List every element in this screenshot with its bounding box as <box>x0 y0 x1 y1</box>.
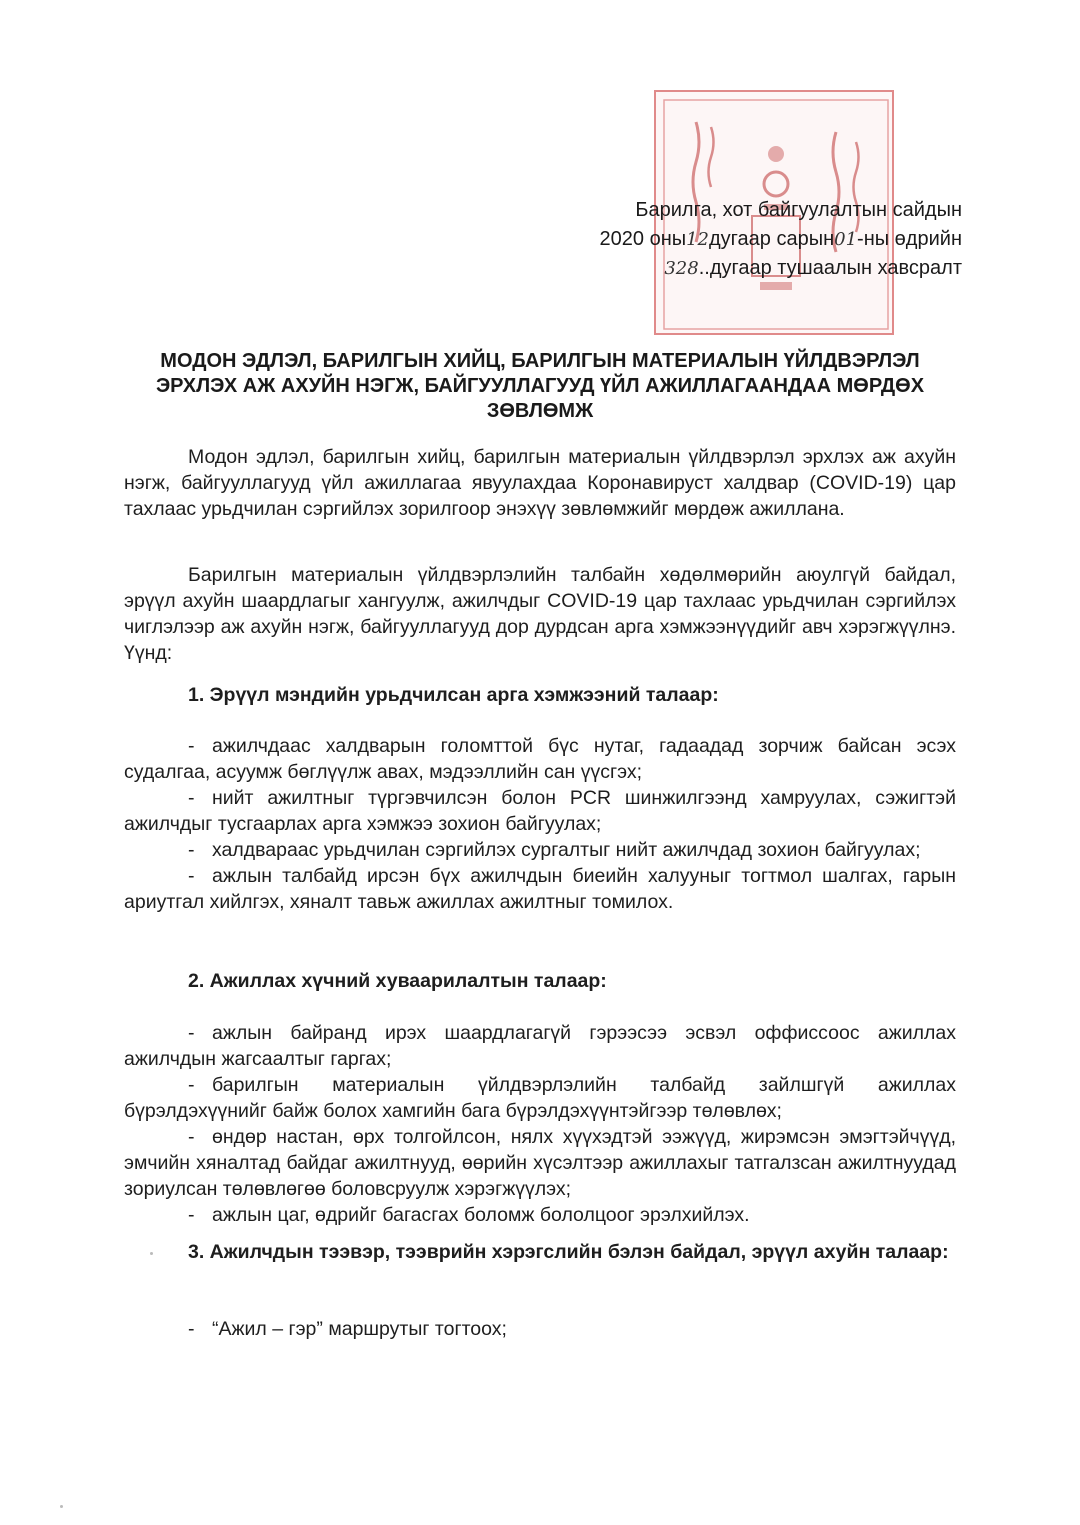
title-line-1: МОДОН ЭДЛЭЛ, БАРИЛГЫН ХИЙЦ, БАРИЛГЫН МАТЕРИАЛЫН ҮЙЛДВЭРЛЭЛ <box>160 350 920 372</box>
intro-paragraph-2: Барилгын материалын үйлдвэрлэлийн талбайн хөдөлмөрийн аюулгүй байдал, эрүүл ахуйн шаардлагыг хангуулж, ажилчдыг COVID-19 цар тахлаас урьдчилан сэргийлэх чиглэлээр аж ахуйн нэгж, байгууллагууд дор дурдсан арга хэмжээнүүдийг авч хэрэгжүүлнэ. Үүнд: <box>124 564 956 664</box>
section-heading-1: 1. Эрүүл мэндийн урьдчилсан арга хэмжээний талаар: <box>188 684 719 706</box>
handwritten-month: 12 <box>686 229 710 250</box>
title-line-2: ЭРХЛЭХ АЖ АХУЙН НЭГЖ, БАЙГУУЛЛАГУУД ҮЙЛ АЖИЛЛАГААНДАА МӨРДӨХ <box>155 375 925 397</box>
list-item: - халдвараас урьдчилан сэргийлэх сургалтыг нийт ажилчдад зохион байгуулах; <box>188 839 921 861</box>
decree-reference <box>600 196 962 283</box>
list-item: - “Ажил – гэр” маршрутыг тогтоох; <box>188 1318 507 1340</box>
handwritten-number: 328 <box>664 258 699 279</box>
section-heading-2: 2. Ажиллах хүчний хуваарилалтын талаар: <box>188 970 607 992</box>
list-item: - ажлын цаг, өдрийг багасгах боломж бололцоог эрэлхийлэх. <box>188 1204 750 1226</box>
decree-line-1: Барилга, хот байгуулалтын сайдын <box>635 199 962 221</box>
list-item: - ажлын байранд ирэх шаардлагагүй гэрээсээ эсвэл оффиссоос ажиллах ажилчдын жагсаалтыг гаргах; <box>124 1022 956 1070</box>
list-item: - нийт ажилтныг түргэвчилсэн болон PCR шинжилгээнд хамруулах, сэжигтэй ажилчдыг тусгаарлах арга хэмжээ зохион байгуулах; <box>124 787 956 835</box>
section-2-list <box>124 1020 956 1228</box>
list-item: - ажлын талбайд ирсэн бүх ажилчдын биеийн халууныг тогтмол шалгах, гарын ариутгал хийлгэх, хяналт тавьж ажиллах ажилтныг томилох. <box>124 865 956 913</box>
list-item: - өндөр настан, өрх толгойлсон, нялх хүүхэдтэй ээжүүд, жирэмсэн эмэгтэйчүүд, эмчийн хяналтад байдаг ажилтнууд, өөрийн хүсэлтээр ажиллахыг татгалзсан ажилтнуудад зориулсан төлөвлөгөө боловсруулж хэрэгжүүлэх; <box>124 1126 956 1200</box>
section-1-list <box>124 733 956 915</box>
list-item: - барилгын материалын үйлдвэрлэлийн талбайд зайлшгүй ажиллах бүрэлдэхүүнийг байж болох хамгийн бага бүрэлдэхүүнтэйгээр төлөвлөх; <box>124 1074 956 1122</box>
title-line-3: ЗӨВЛӨМЖ <box>486 400 594 422</box>
decree-line-2: 2020 оны12дугаар сарын01-ны өдрийн <box>599 228 962 250</box>
handwritten-day: 01 <box>834 229 858 250</box>
document-title <box>125 349 955 424</box>
decree-line-3: 328..дугаар тушаалын хавсралт <box>664 257 962 279</box>
scan-speck <box>150 1252 153 1255</box>
section-3-list <box>124 1316 956 1342</box>
section-heading-3: 3. Ажилчдын тээвэр, тээврийн хэрэгслийн бэлэн байдал, эрүүл ахуйн талаар: <box>188 1241 949 1263</box>
list-item: - ажилчдаас халдварын голомттой бүс нутаг, гадаадад зорчиж байсан эсэх судалгаа, асуумж бөглүүлж авах, мэдээллийн сан үүсгэх; <box>124 735 956 783</box>
scan-speck <box>60 1505 63 1508</box>
intro-paragraph-1: Модон эдлэл, барилгын хийц, барилгын материалын үйлдвэрлэл эрхлэх аж ахуйн нэгж, байгууллагууд үйл ажиллагаа явуулахдаа Коронавируст халдвар (COVID-19) цар тахлаас урьдчилан сэргийлэх зорилгоор энэхүү зөвлөмжийг мөрдөж ажиллана. <box>124 446 956 520</box>
